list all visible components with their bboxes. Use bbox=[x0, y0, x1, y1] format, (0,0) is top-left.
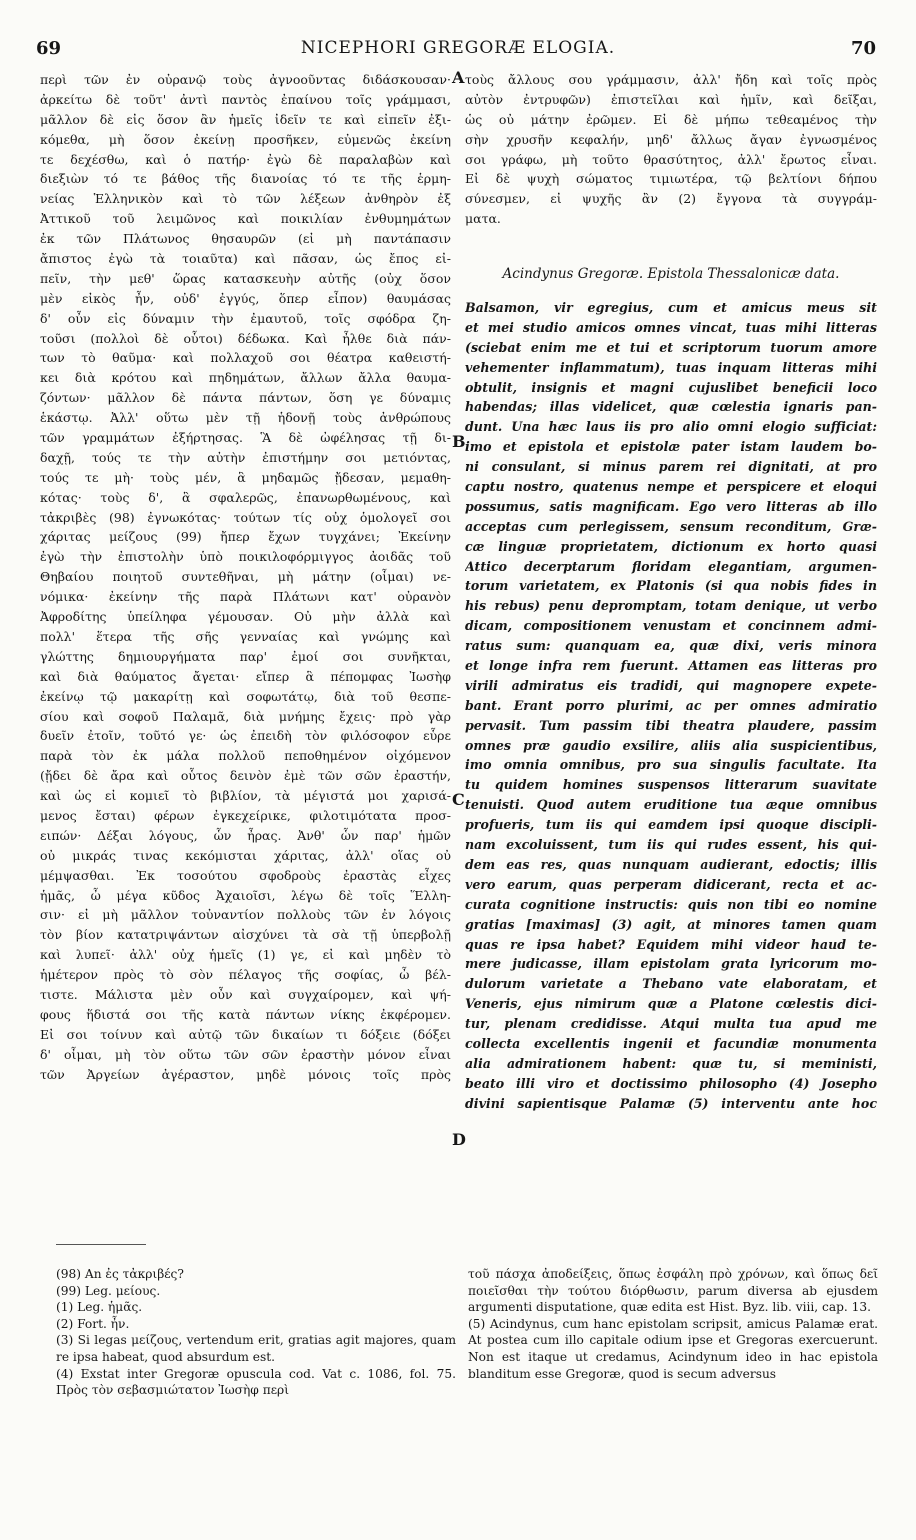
text-line: δυεῖν ἐτοῖν, τοῦτό γε· ὡς ἐπειδὴ τὸν φιλόσοφον εὗρε bbox=[40, 728, 451, 744]
text-line: et longe infra rem fuerunt. Attamen eas litteras pro bbox=[465, 658, 877, 674]
text-line: ἐκείνῳ τῷ μακαρίτῃ καὶ σοφωτάτῳ, διὰ τοῦ θεσπε- bbox=[40, 688, 451, 704]
text-line: δ' οὖν εἰς δύναμιν τὴν ἐμαυτοῦ, τοῖς σφόδρα ζη- bbox=[40, 310, 451, 326]
text-line: πεῖν, τὴν μεθ' ὥρας κατασκευὴν αὐτῆς (οὐχ ὅσον bbox=[40, 270, 451, 286]
margin-letter-c: C bbox=[452, 790, 465, 809]
text-line: torum varietatem, ex Platonis (si qua nobis fides in bbox=[465, 578, 877, 594]
right-column-latin-text bbox=[465, 298, 877, 1114]
text-line: γλώττης δημιουργήματα παρ' ἐμοί σοι συνῆκται, bbox=[40, 648, 451, 664]
text-line: δαχῇ, τούς τε τὴν αὐτὴν ἐπιστήμην σοι μετιόντας, bbox=[40, 449, 451, 465]
text-line: et mei studio amicos omnes vincat, tuas mihi litteras bbox=[465, 319, 877, 335]
margin-letter-a: A bbox=[452, 68, 465, 87]
text-line: οὐ μικράς τινας κεκόμισται χάριτας, ἀλλ' οἵας οὐ bbox=[40, 847, 451, 863]
text-line: τοὺς ἄλλους σου γράμμασιν, ἀλλ' ἤδη καὶ τοῖς πρὸς bbox=[465, 72, 877, 87]
text-line: quas re ipsa habet? Equidem mihi videor haud te- bbox=[465, 936, 877, 952]
footnote-rule-left bbox=[56, 1244, 146, 1245]
page-number-left: 69 bbox=[36, 38, 62, 59]
text-line: cæ linguæ proprietatem, dictionum ex horto quasi bbox=[465, 538, 877, 554]
text-line: tenuisti. Quod autem eruditione tua æque omnibus bbox=[465, 797, 877, 813]
text-line: τούς τε μὴ· τοὺς μέν, ἃ μηδαμῶς ᾔδεσαν, μεμαθη- bbox=[40, 469, 451, 485]
text-line: omnes præ gaudio exsilire, aliis alia suspicientibus, bbox=[465, 737, 877, 753]
text-line: ἡμέτερον πρὸς τὸ σὸν πέλαγος τῆς σοφίας, ὦ βέλ- bbox=[40, 967, 451, 983]
text-line: dem eas res, quas nunquam audierant, edoctis; illis bbox=[465, 856, 877, 872]
text-line: καὶ λυπεῖ· ἀλλ' οὐχ ἡμεῖς (1) γε, εἰ καὶ μηδὲν τὸ bbox=[40, 947, 451, 963]
text-line: Veneris, ejus nimirum quæ a Platone cœlestis dici- bbox=[465, 996, 877, 1012]
text-line: curata cognitione instructis: quis non tibi eo nomine bbox=[465, 896, 877, 912]
text-line: διεξιὼν τό τε βάθος τῆς διανοίας τό τε τῆς ἑρμη- bbox=[40, 171, 451, 187]
text-line: acceptas cum perlegissem, sensum reconditum, Græ- bbox=[465, 518, 877, 534]
text-line: νείας Ἑλληνικὸν καὶ τὸ τῶν λέξεων ἀνθηρὸν ἐξ bbox=[40, 191, 451, 207]
right-column-greek-text bbox=[465, 70, 877, 229]
text-line: tu quidem homines suspensos litterarum suavitate bbox=[465, 777, 877, 793]
text-line: των τὸ θαῦμα· καὶ πολλαχοῦ σοι θέατρα καθειστή- bbox=[40, 350, 451, 366]
footnotes-left bbox=[56, 1266, 456, 1399]
text-line: habendas; illas videlicet, quæ cœlestia ignaris pan- bbox=[465, 399, 877, 415]
footnote: (4) Exstat inter Gregoræ opuscula cod. Vat c. 1086, fol. 75. Πρὸς τὸν σεβασμιώτατον Ἰωσὴφ περὶ bbox=[56, 1366, 456, 1398]
text-line: dulorum varietate a Thebano vate elaboratam, et bbox=[465, 976, 877, 992]
text-line: ἄπιστος ἐγὼ τὰ τοιαῦτα) καὶ πᾶσαν, ὡς ἔπος εἰ- bbox=[40, 251, 451, 267]
text-line: pervasit. Tum passim tibi theatra plaudere, passim bbox=[465, 717, 877, 733]
text-line: τῶν Ἀργείων ἀγέραστον, μηδὲ μόνοις τοῖς πρὸς bbox=[40, 1066, 451, 1082]
footnote: (98) An ἐς τἀκριβές? bbox=[56, 1267, 184, 1281]
text-line: his rebus) penu depromptam, totam denique, ut verbo bbox=[465, 598, 877, 614]
text-line: ni consulant, si minus parem rei dignitati, at pro bbox=[465, 459, 877, 475]
footnote: (5) Acindynus, cum hanc epistolam scripsit, amicus Palamæ erat. At postea cum illo capitale odium ipse et Gregoras exercuerunt. Non est itaque ut credamus, Acindynum ideo in hac epistola blanditum esse Gregoræ, quod is secum adversus bbox=[468, 1316, 878, 1381]
text-line: captu nostro, quatenus nempe et perspicere et eloqui bbox=[465, 479, 877, 495]
text-line: σίου καὶ σοφοῦ Παλαμᾶ, διὰ μνήμης ἔχεις· πρὸ γὰρ bbox=[40, 708, 451, 724]
text-line: ζόντων· μᾶλλον δὲ πάντα πάντων, ὅση γε δύναμις bbox=[40, 390, 451, 406]
text-line: (sciebat enim me et tui et scriptorum tuorum amore bbox=[465, 339, 877, 355]
text-line: παρὰ τὸν ἐκ μάλα πολλοῦ πεποθημένον οἰχόμενον bbox=[40, 748, 451, 764]
text-line: αὐτὸν ἐντρυφῶν) ἐπιστεῖλαι καὶ ἡμῖν, καὶ δεῖξαι, bbox=[465, 91, 877, 107]
text-line: obtulit, insignis et magni cujuslibet beneficii loco bbox=[465, 379, 877, 395]
text-line: φους ἥδιστά σοι τῆς κατὰ πάντων νίκης ἐκφέρομεν. bbox=[40, 1006, 451, 1022]
text-line: τιστε. Μάλιστα μὲν οὖν καὶ συγχαίρομεν, καὶ ψή- bbox=[40, 986, 451, 1002]
text-line: profueris, tum iis qui eamdem ipsi quoque discipli- bbox=[465, 817, 877, 833]
epistle-heading: Acindynus Gregoræ. Epistola Thessalonicæ data. bbox=[502, 266, 840, 282]
text-line: Ἀφροδίτης ὑπείληφα γέμουσαν. Οὐ μὴν ἀλλὰ καὶ bbox=[40, 609, 451, 625]
footnote: (99) Leg. μείους. bbox=[56, 1283, 161, 1298]
text-line: mere judicasse, illam epistolam grata lyricorum mo- bbox=[465, 956, 877, 972]
text-line: divini sapientisque Palamæ (5) interventu ante hoc bbox=[465, 1095, 877, 1111]
text-line: σύνεσμεν, εἰ ψυχῆς ἂν (2) ἔγγονα τὰ συγγράμ- bbox=[465, 191, 877, 207]
text-line: τἀκριβὲς (98) ἐγνωκότας· τούτων τίς οὐχ ὁμολογεῖ σοι bbox=[40, 509, 451, 525]
text-line: ειπών· Δέξαι λόγους, ὧν ἦρας. Ἀνθ' ὧν παρ' ἡμῶν bbox=[40, 827, 451, 843]
text-line: vero earum, quas perperam didicerant, recta et ac- bbox=[465, 876, 877, 892]
text-line: imo omnia omnibus, pro sua singulis facultate. Ita bbox=[465, 757, 877, 773]
running-title: NICEPHORI GREGORÆ ELOGIA. bbox=[300, 38, 616, 58]
text-line: τὸν βίον κατατριψάντων αἰσχύνει τὰ σὰ τῇ ὑπερβολῇ bbox=[40, 927, 451, 943]
text-line: dicam, compositionem venustam et concinnem admi- bbox=[465, 618, 877, 634]
text-line: χάριτας μείζους (99) ἤπερ ἔχων τυγχάνει; Ἐκείνην bbox=[40, 529, 451, 545]
text-line: κει διὰ κρότου καὶ πηδημάτων, ἄλλων ἄλλα θαυμα- bbox=[40, 370, 451, 386]
text-line: Θηβαίου ποιητοῦ συντεθῆναι, μὴ μάτην (οἶμαι) νε- bbox=[40, 569, 451, 585]
text-line: περὶ τῶν ἐν οὐρανῷ τοὺς ἀγνοοῦντας διδάσκουσαν· bbox=[40, 72, 451, 87]
text-line: vehementer inflammatum), tuas inquam litteras mihi bbox=[465, 359, 877, 375]
text-line: μενος ἔσται) φέρων ἐγκεχείρικε, φιλοτιμότατα προσ- bbox=[40, 807, 451, 823]
margin-letter-d: D bbox=[452, 1130, 466, 1149]
text-line: dunt. Una hæc laus iis pro alio omni elogio sufficiat: bbox=[465, 419, 877, 435]
text-line: δ' οἶμαι, μὴ τὸν οὕτω τῶν σῶν ἐραστὴν μόνον εἶναι bbox=[40, 1046, 451, 1062]
text-line: virili admiratus eis tradidi, qui magnopere expete- bbox=[465, 677, 877, 693]
text-line: ἐκ τῶν Πλάτωνος θησαυρῶν (εἰ μὴ παντάπασιν bbox=[40, 231, 451, 247]
text-line: ἑκάστῳ. Ἀλλ' οὕτω μὲν τῇ ἡδονῇ τοὺς ἀνθρώπους bbox=[40, 410, 451, 426]
text-line: μᾶλλον δὲ εἰς ὅσον ἂν ἡμεῖς ἰδεῖν τε καὶ εἰπεῖν ἐξι- bbox=[40, 111, 451, 127]
text-line: ἀρκείτω δὲ τοῦτ' ἀντὶ παντὸς ἐπαίνου τοῖς γράμμασι, bbox=[40, 91, 451, 107]
text-line: τε δεχέσθω, καὶ ὁ πατήρ· ἐγὼ δὲ παραλαβὼν καὶ bbox=[40, 151, 451, 167]
text-line: alia admirationem habent: quæ tu, si meministi, bbox=[465, 1055, 877, 1071]
text-line: (ᾔδει δὲ ἄρα καὶ οὗτος δεινὸν ἐμὲ τῶν σῶν ἐραστήν, bbox=[40, 768, 451, 784]
text-line: κόμεθα, μὴ ὅσον ἐκείνῃ προσῆκεν, εὐμενῶς ἐκείνη bbox=[40, 131, 451, 147]
text-line: ratus sum: quanquam ea, quæ dixi, veris minora bbox=[465, 638, 877, 654]
text-line: collecta excellentis ingenii et facundiæ monumenta bbox=[465, 1035, 877, 1051]
text-line: σιν· εἰ μὴ μᾶλλον τοὐναντίον πολλοὺς τῶν ἐν λόγοις bbox=[40, 907, 451, 923]
text-line: Εἰ σοι τοίνυν καὶ αὐτῷ τῶν δικαίων τι δόξειε (δόξει bbox=[40, 1026, 451, 1042]
text-line: ὡς οὐ μάτην ἐρῶμεν. Εἰ δὲ μήπω τεθεαμένος τὴν bbox=[465, 111, 877, 127]
margin-letter-b: B bbox=[452, 432, 466, 451]
footnote: τοῦ πάσχα ἀποδείξεις, ὅπως ἐσφάλη πρὸ χρόνων, καὶ ὅπως δεῖ ποιεῖσθαι τὴν τούτου διόρθωσιν, parum diversa ab ejusdem argumenti disputatione, quæ edita est Hist. Byz. lib. viii, cap. 13. bbox=[468, 1267, 878, 1315]
text-line: possumus, satis magnificam. Ego vero litteras ab illo bbox=[465, 498, 877, 514]
footnotes-right bbox=[468, 1266, 878, 1382]
text-line: σὴν χρυσῆν κεφαλήν, μηδ' ἄλλως ἄγαν ἐγνωσμένος bbox=[465, 131, 877, 147]
text-line: ἡμᾶς, ὦ μέγα κῦδος Ἀχαιοῖσι, λέγω δὲ τοῖς Ἕλλη- bbox=[40, 887, 451, 903]
text-line: νόμικα· ἐκείνην τῆς παρὰ Πλάτωνι κατ' οὐρανὸν bbox=[40, 589, 451, 605]
text-line: μέμψασθαι. Ἐκ τοσούτου σφοδροὺς ἐραστὰς εἶχες bbox=[40, 867, 451, 883]
left-column-greek-text bbox=[40, 70, 451, 1084]
footnote: (3) Si legas μείζους, vertendum erit, gratias agit majores, quam re ipsa habeat, quod absurdum est. bbox=[56, 1333, 456, 1364]
footnote: (2) Fort. ἦν. bbox=[56, 1316, 130, 1331]
text-line: καὶ ὡς εἰ κομιεῖ τὸ βιβλίον, τὰ μέγιστά μοι χαρισά- bbox=[40, 788, 451, 804]
text-line: ἐγὼ τὴν ἐπιστολὴν ὑπὸ ποικιλοφόρμιγγος ἀοιδᾶς τοῦ bbox=[40, 549, 451, 565]
text-line: μὲν εἰκὸς ἦν, οὐδ' ἐγγύς, ὅπερ εἶπον) θαυμάσας bbox=[40, 290, 451, 306]
text-line: Attico decerptarum floridam elegantiam, argumen- bbox=[465, 558, 877, 574]
text-line: τῶν γραμμάτων ἐξήρτησας. Ἃ δὲ ὠφέλησας τῇ δι- bbox=[40, 430, 451, 446]
text-line: beato illi viro et doctissimo philosopho (4) Josepho bbox=[465, 1075, 877, 1091]
footnote: (1) Leg. ἡμᾶς. bbox=[56, 1300, 143, 1315]
text-line: τοῦσι (πολλοὶ δὲ οὗτοι) δέδωκα. Καὶ ἦλθε διὰ πάν- bbox=[40, 330, 451, 346]
text-line: nam excoluissent, tum iis qui rudes essent, his qui- bbox=[465, 837, 877, 853]
running-header bbox=[0, 38, 916, 64]
text-line: tur, plenam credidisse. Atqui multa tua apud me bbox=[465, 1016, 877, 1032]
text-line: σοι γράφω, μὴ τοῦτο θρασύτητος, ἀλλ' ἔρωτος εἶναι. bbox=[465, 151, 877, 167]
text-line: Ἀττικοῦ τοῦ λειμῶνος καὶ ποικιλίαν ἐνθυμημάτων bbox=[40, 211, 451, 227]
text-line: gratias [maximas] (3) agit, at minores tamen quam bbox=[465, 916, 877, 932]
text-line: ματα. bbox=[465, 211, 501, 227]
text-line: καὶ διὰ θαύματος ἄγεται· εἴπερ ἃ πέπομφας Ἰωσὴφ bbox=[40, 668, 451, 684]
text-line: Εἰ δὲ ψυχὴ σώματος τιμιωτέρα, τῷ βελτίονι δήπου bbox=[465, 171, 877, 187]
text-line: imo et epistola et epistolæ pater istam laudem bo- bbox=[465, 439, 877, 455]
page-number-right: 70 bbox=[850, 38, 876, 59]
text-line: πολλ' ἕτερα τῆς σῆς γενναίας καὶ γνώμης καὶ bbox=[40, 628, 451, 644]
text-line: κότας· τοὺς δ', ἃ σφαλερῶς, ἐπανωρθωμένους, καὶ bbox=[40, 489, 451, 505]
text-line: Balsamon, vir egregius, cum et amicus meus sit bbox=[465, 300, 877, 315]
text-line: bant. Erant porro plurimi, ac per omnes admiratio bbox=[465, 697, 877, 713]
